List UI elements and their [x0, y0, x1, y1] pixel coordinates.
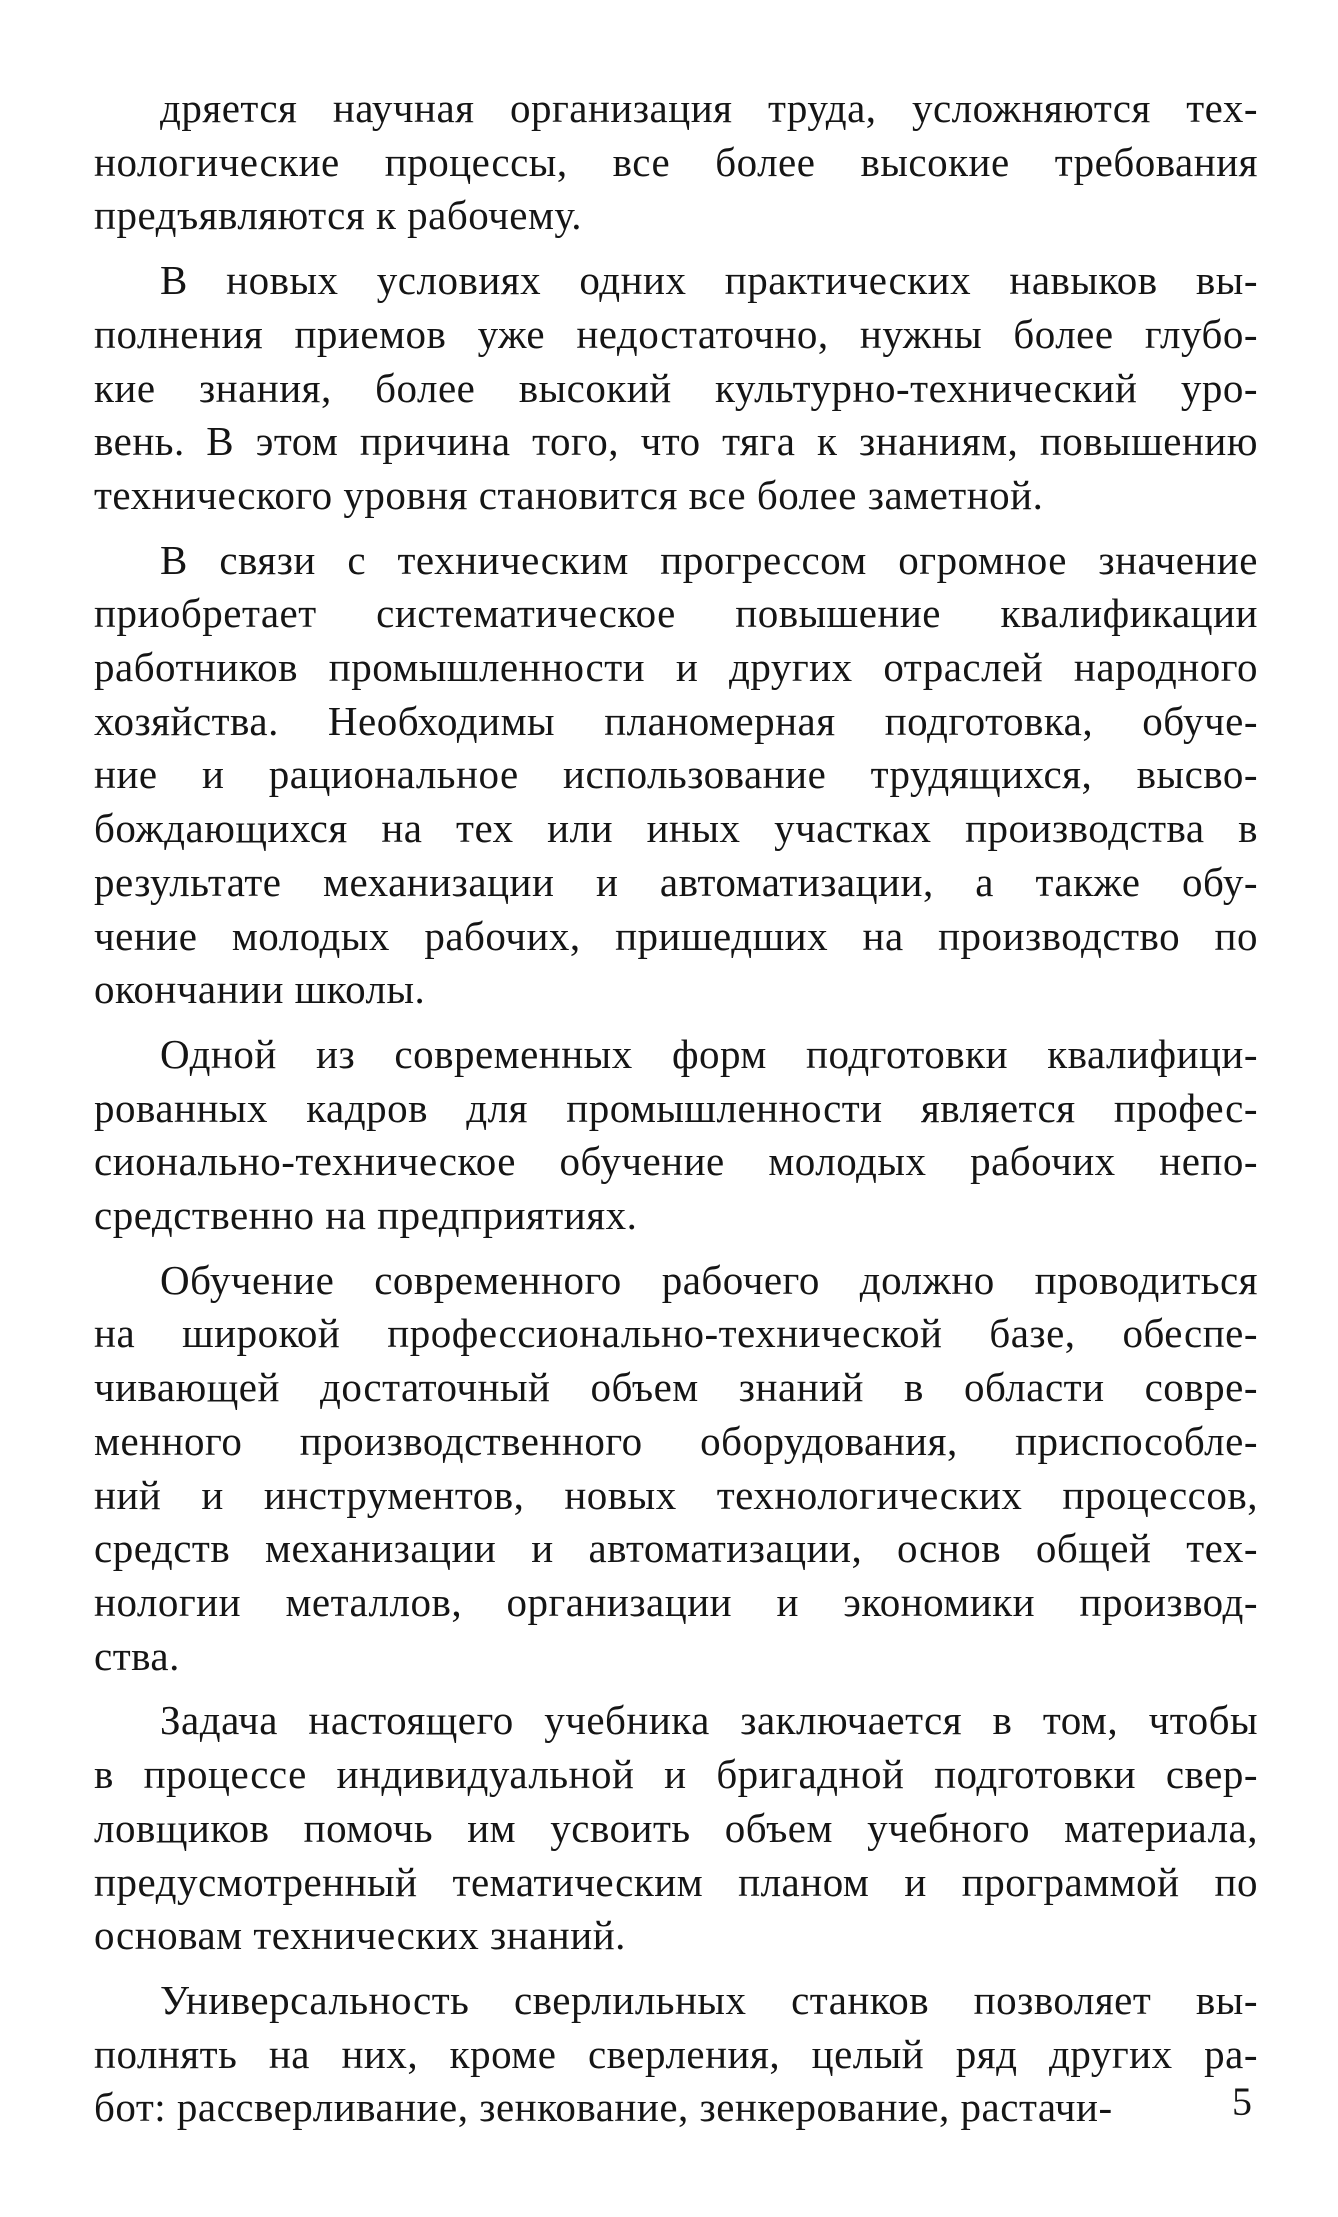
paragraph	[94, 82, 1258, 243]
text-line: результате механизации и автоматизации, а также обу-	[94, 858, 1258, 905]
paragraph	[94, 1254, 1258, 1684]
text-line: Универсальность сверлильных станков позволяет вы-	[160, 1976, 1258, 2023]
text-line: предъявляются к рабочему.	[94, 192, 583, 239]
text-line: работников промышленности и других отраслей народного	[94, 644, 1258, 691]
text-line: средств механизации и автоматизации, основ общей тех-	[94, 1525, 1258, 1572]
text-line: сионально-техническое обучение молодых рабочих непо-	[94, 1138, 1258, 1185]
text-line: чение молодых рабочих, пришедших на производство по	[94, 912, 1258, 959]
text-line: на широкой профессионально-технической базе, обеспе-	[94, 1310, 1258, 1357]
paragraph	[94, 1694, 1258, 1963]
text-line: Задача настоящего учебника заключается в том, чтобы	[160, 1697, 1258, 1744]
text-line: нологические процессы, все более высокие требования	[94, 138, 1258, 185]
text-line: чивающей достаточный объем знаний в области совре-	[94, 1364, 1258, 1411]
body-text	[94, 82, 1258, 2135]
text-line: ние и рациональное использование трудящихся, высво-	[94, 751, 1258, 798]
text-line: полнять на них, кроме сверления, целый ряд других ра-	[94, 2030, 1258, 2077]
text-line: В связи с техническим прогрессом огромное значение	[160, 536, 1258, 583]
paragraph	[94, 1974, 1258, 2135]
text-line: окончании школы.	[94, 966, 426, 1013]
paragraph	[94, 1028, 1258, 1243]
text-line: технического уровня становится все более заметной.	[94, 471, 1044, 518]
paragraph	[94, 254, 1258, 523]
text-line: вень. В этом причина того, что тяга к знаниям, повышению	[94, 418, 1258, 465]
text-line: ний и инструментов, новых технологических процессов,	[94, 1471, 1258, 1518]
text-line: ства.	[94, 1632, 180, 1679]
text-line: ловщиков помочь им усвоить объем учебного материала,	[94, 1804, 1258, 1851]
text-line: Обучение современного рабочего должно проводиться	[160, 1256, 1258, 1303]
text-line: бот: рассверливание, зенкование, зенкерование, растачи-	[94, 2084, 1113, 2131]
text-line: дряется научная организация труда, усложняются тех-	[160, 85, 1258, 131]
text-line: полнения приемов уже недостаточно, нужны более глубо-	[94, 310, 1258, 357]
text-line: Одной из современных форм подготовки квалифици-	[160, 1030, 1258, 1077]
paragraph	[94, 534, 1258, 1017]
text-line: предусмотренный тематическим планом и программой по	[94, 1858, 1258, 1905]
text-line: основам технических знаний.	[94, 1912, 626, 1959]
page-number: 5	[1232, 2079, 1252, 2124]
text-line: нологии металлов, организации и экономики производ-	[94, 1578, 1258, 1625]
text-line: менного производственного оборудования, приспособле-	[94, 1417, 1258, 1464]
text-line: В новых условиях одних практических навыков вы-	[160, 257, 1258, 304]
text-line: приобретает систематическое повышение квалификации	[94, 590, 1258, 637]
text-line: в процессе индивидуальной и бригадной подготовки свер-	[94, 1751, 1258, 1798]
text-line: хозяйства. Необходимы планомерная подготовка, обуче-	[94, 697, 1258, 744]
text-line: кие знания, более высокий культурно-технический уро-	[94, 364, 1258, 411]
text-line: средственно на предприятиях.	[94, 1192, 638, 1239]
text-line: рованных кадров для промышленности является профес-	[94, 1084, 1258, 1131]
text-line: бождающихся на тех или иных участках производства в	[94, 805, 1258, 852]
